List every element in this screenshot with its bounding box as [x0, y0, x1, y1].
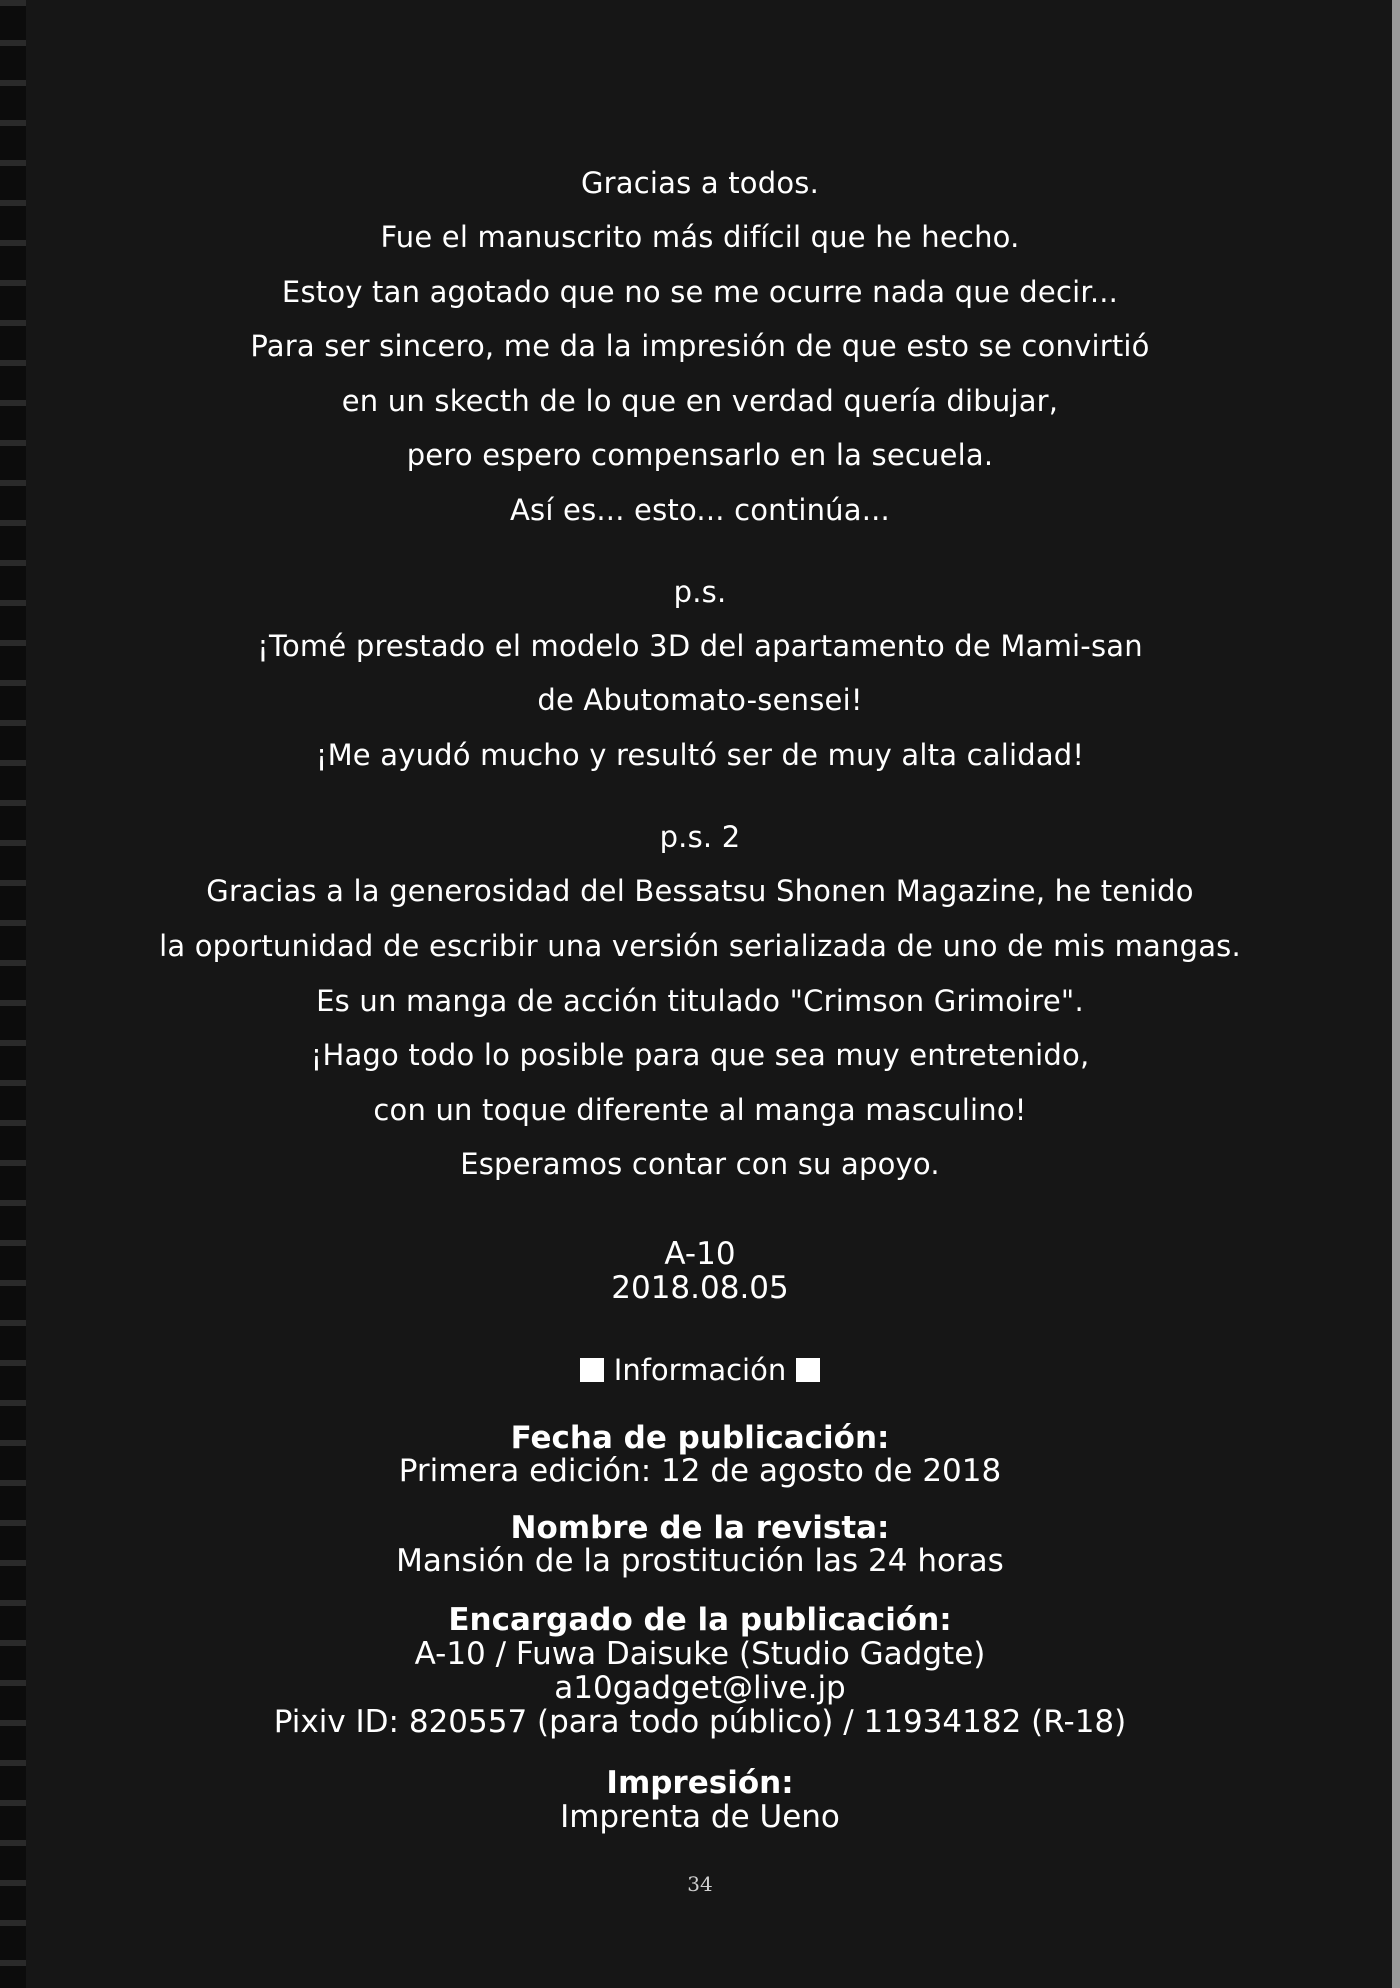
publisher-label: Encargado de la publicación: [448, 1602, 952, 1638]
info-heading [0, 1352, 1400, 1388]
ps-line: ¡Tomé prestado el modelo 3D del apartamento de Mami-san [257, 629, 1143, 663]
ps-line: Gracias a la generosidad del Bessatsu Shonen Magazine, he tenido [206, 874, 1194, 908]
ps-line: Es un manga de acción titulado "Crimson Grimoire". [316, 984, 1084, 1018]
message-line: Así es... esto... continúa... [510, 493, 890, 527]
message-line: Para ser sincero, me da la impresión de que esto se convirtió [250, 329, 1150, 363]
printing-value: Imprenta de Ueno [560, 1799, 840, 1835]
author-name: A-10 [664, 1236, 736, 1272]
publisher-value: A-10 / Fuwa Daisuke (Studio Gadgte) [414, 1636, 986, 1672]
message-line: pero espero compensarlo en la secuela. [406, 438, 994, 472]
signature-date: 2018.08.05 [611, 1270, 789, 1306]
magazine-label: Nombre de la revista: [510, 1510, 890, 1546]
page-number: 34 [687, 1872, 713, 1896]
ps-line: ¡Me ayudó mucho y resultó ser de muy alta calidad! [315, 738, 1085, 772]
ps-line: de Abutomato-sensei! [537, 683, 863, 717]
publication-date-label: Fecha de publicación: [510, 1420, 890, 1456]
contact-email: a10gadget@live.jp [554, 1670, 846, 1706]
ps-label: p.s. [673, 575, 727, 609]
pixiv-ids: Pixiv ID: 820557 (para todo público) / 11934182 (R-18) [273, 1704, 1127, 1740]
ps-line: con un toque diferente al manga masculino! [373, 1093, 1027, 1127]
info-title-text: Información [613, 1353, 787, 1387]
publication-date-value: Primera edición: 12 de agosto de 2018 [398, 1453, 1002, 1489]
magazine-value: Mansión de la prostitución las 24 horas [396, 1543, 1004, 1579]
message-line: Gracias a todos. [580, 166, 820, 200]
ps-line: ¡Hago todo lo posible para que sea muy entretenido, [310, 1038, 1090, 1072]
ps-line: la oportunidad de escribir una versión serializada de uno de mis mangas. [159, 929, 1241, 963]
ps-line: Esperamos contar con su apoyo. [460, 1147, 940, 1181]
square-bullet-icon [580, 1358, 604, 1382]
square-bullet-icon [796, 1358, 820, 1382]
printing-label: Impresión: [606, 1765, 794, 1801]
message-line: Estoy tan agotado que no se me ocurre nada que decir... [281, 275, 1119, 309]
message-line: Fue el manuscrito más difícil que he hecho. [380, 220, 1020, 254]
message-line: en un skecth de lo que en verdad quería dibujar, [341, 384, 1059, 418]
ps-label: p.s. 2 [659, 820, 741, 854]
